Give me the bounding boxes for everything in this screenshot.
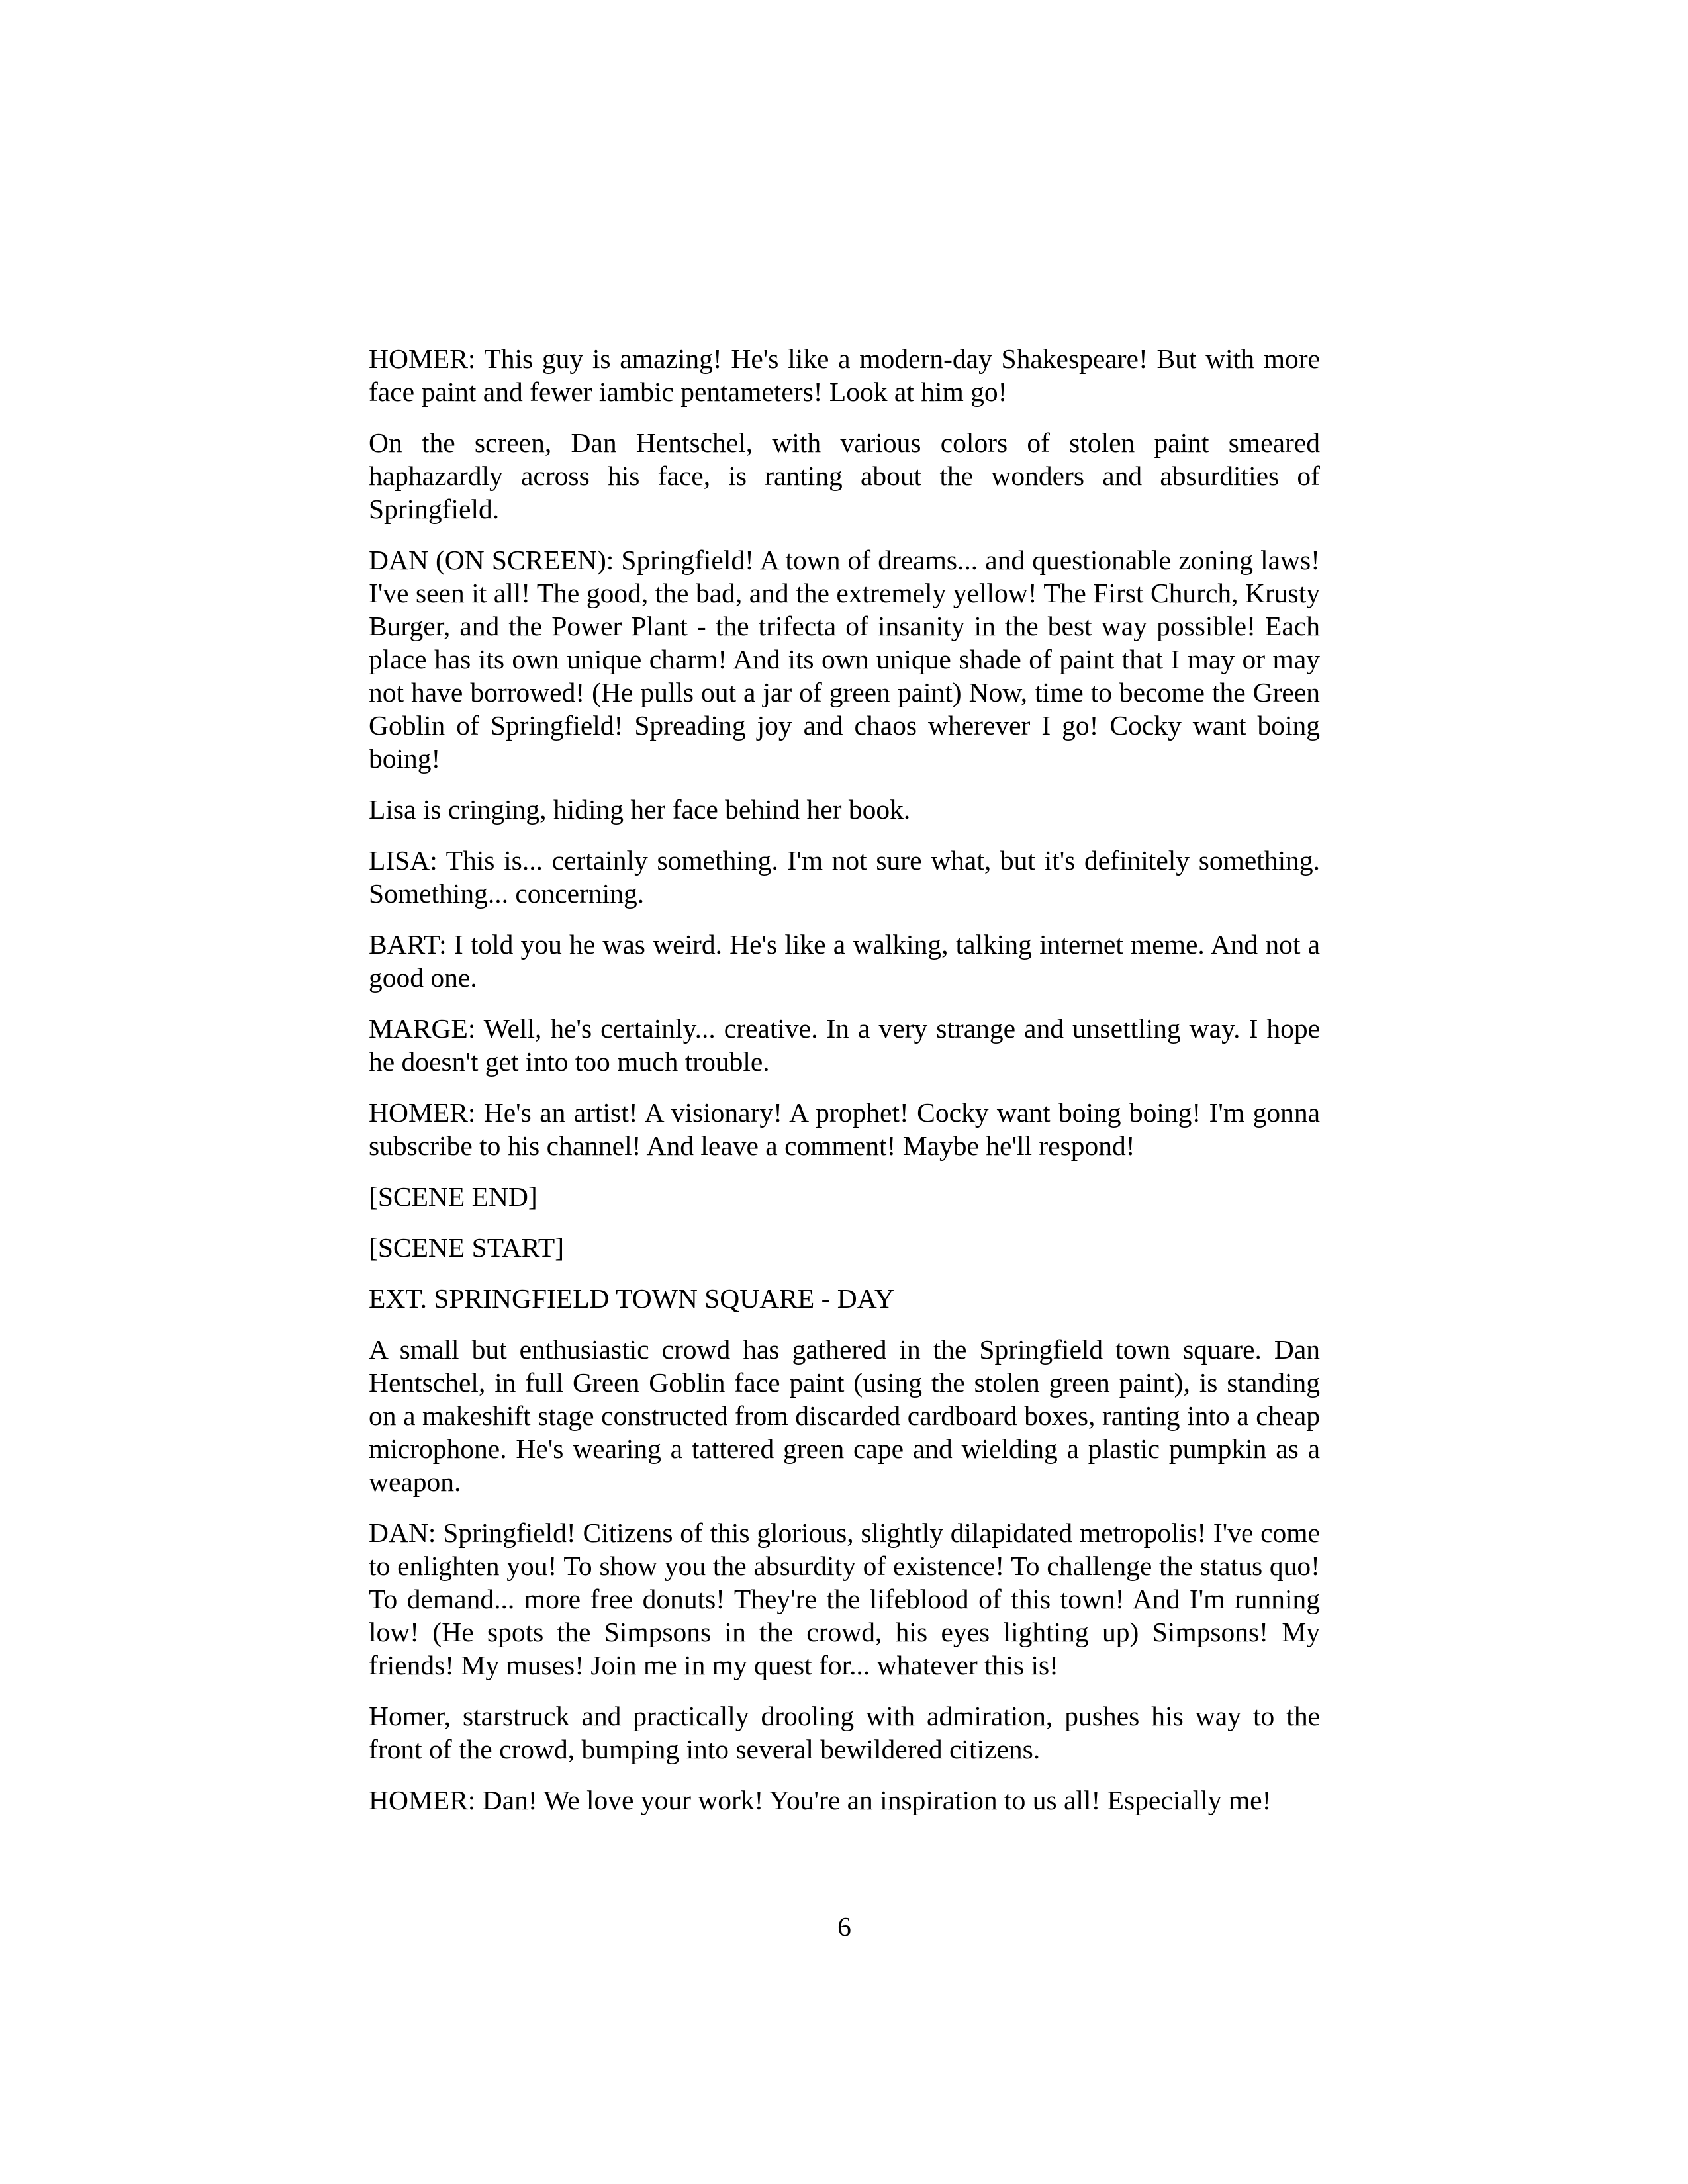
paragraph: DAN (ON SCREEN): Springfield! A town of dreams... and questionable zoning laws! I've seen it all! The good, the bad, and the extremely yellow! The First Church, Krusty Burger, and the Power Plant - the trifecta of insanity in the best way possible! Each place has its own unique charm! And its own unique shade of paint that I may or may not have borrowed! (He pulls out a jar of green paint) Now, time to become the Green Goblin of Springfield! Spreading joy and chaos wherever I go! Cocky want boing boing! [369,545,1320,774]
paragraph: Homer, starstruck and practically drooling with admiration, pushes his way to the front of the crowd, bumping into several bewildered citizens. [369,1701,1320,1764]
paragraph: HOMER: This guy is amazing! He's like a modern-day Shakespeare! But with more face paint and fewer iambic pentameters! Look at him go! [369,343,1320,407]
paragraph: [SCENE END] [369,1181,538,1212]
paragraph: HOMER: He's an artist! A visionary! A prophet! Cocky want boing boing! I'm gonna subscribe to his channel! And leave a comment! Maybe he'll respond! [369,1097,1320,1161]
page-number: 6 [837,1911,851,1942]
paragraph: A small but enthusiastic crowd has gathered in the Springfield town square. Dan Hentschel, in full Green Goblin face paint (using the stolen green paint), is standing on a makeshift stage constructed from discarded cardboard boxes, ranting into a cheap microphone. He's wearing a tattered green cape and wielding a plastic pumpkin as a weapon. [369,1334,1320,1497]
paragraph: Lisa is cringing, hiding her face behind her book. [369,794,911,825]
paragraph: EXT. SPRINGFIELD TOWN SQUARE - DAY [369,1283,894,1314]
paragraph: BART: I told you he was weird. He's like a walking, talking internet meme. And not a good one. [369,929,1320,993]
paragraph: HOMER: Dan! We love your work! You're an inspiration to us all! Especially me! [369,1785,1272,1815]
script-text-block [369,342,1320,1817]
paragraph: On the screen, Dan Hentschel, with various colors of stolen paint smeared haphazardly across his face, is ranting about the wonders and absurdities of Springfield. [369,428,1320,524]
paragraph: LISA: This is... certainly something. I'm not sure what, but it's definitely something. Something... concerning. [369,845,1320,909]
paragraph: MARGE: Well, he's certainly... creative. In a very strange and unsettling way. I hope he doesn't get into too much trouble. [369,1013,1320,1077]
paragraph: [SCENE START] [369,1232,565,1263]
paragraph: DAN: Springfield! Citizens of this glorious, slightly dilapidated metropolis! I've come to enlighten you! To show you the absurdity of existence! To challenge the status quo! To demand... more free donuts! They're the lifeblood of this town! And I'm running low! (He spots the Simpsons in the crowd, his eyes lighting up) Simpsons! My friends! My muses! Join me in my quest for... whatever this is! [369,1518,1320,1680]
